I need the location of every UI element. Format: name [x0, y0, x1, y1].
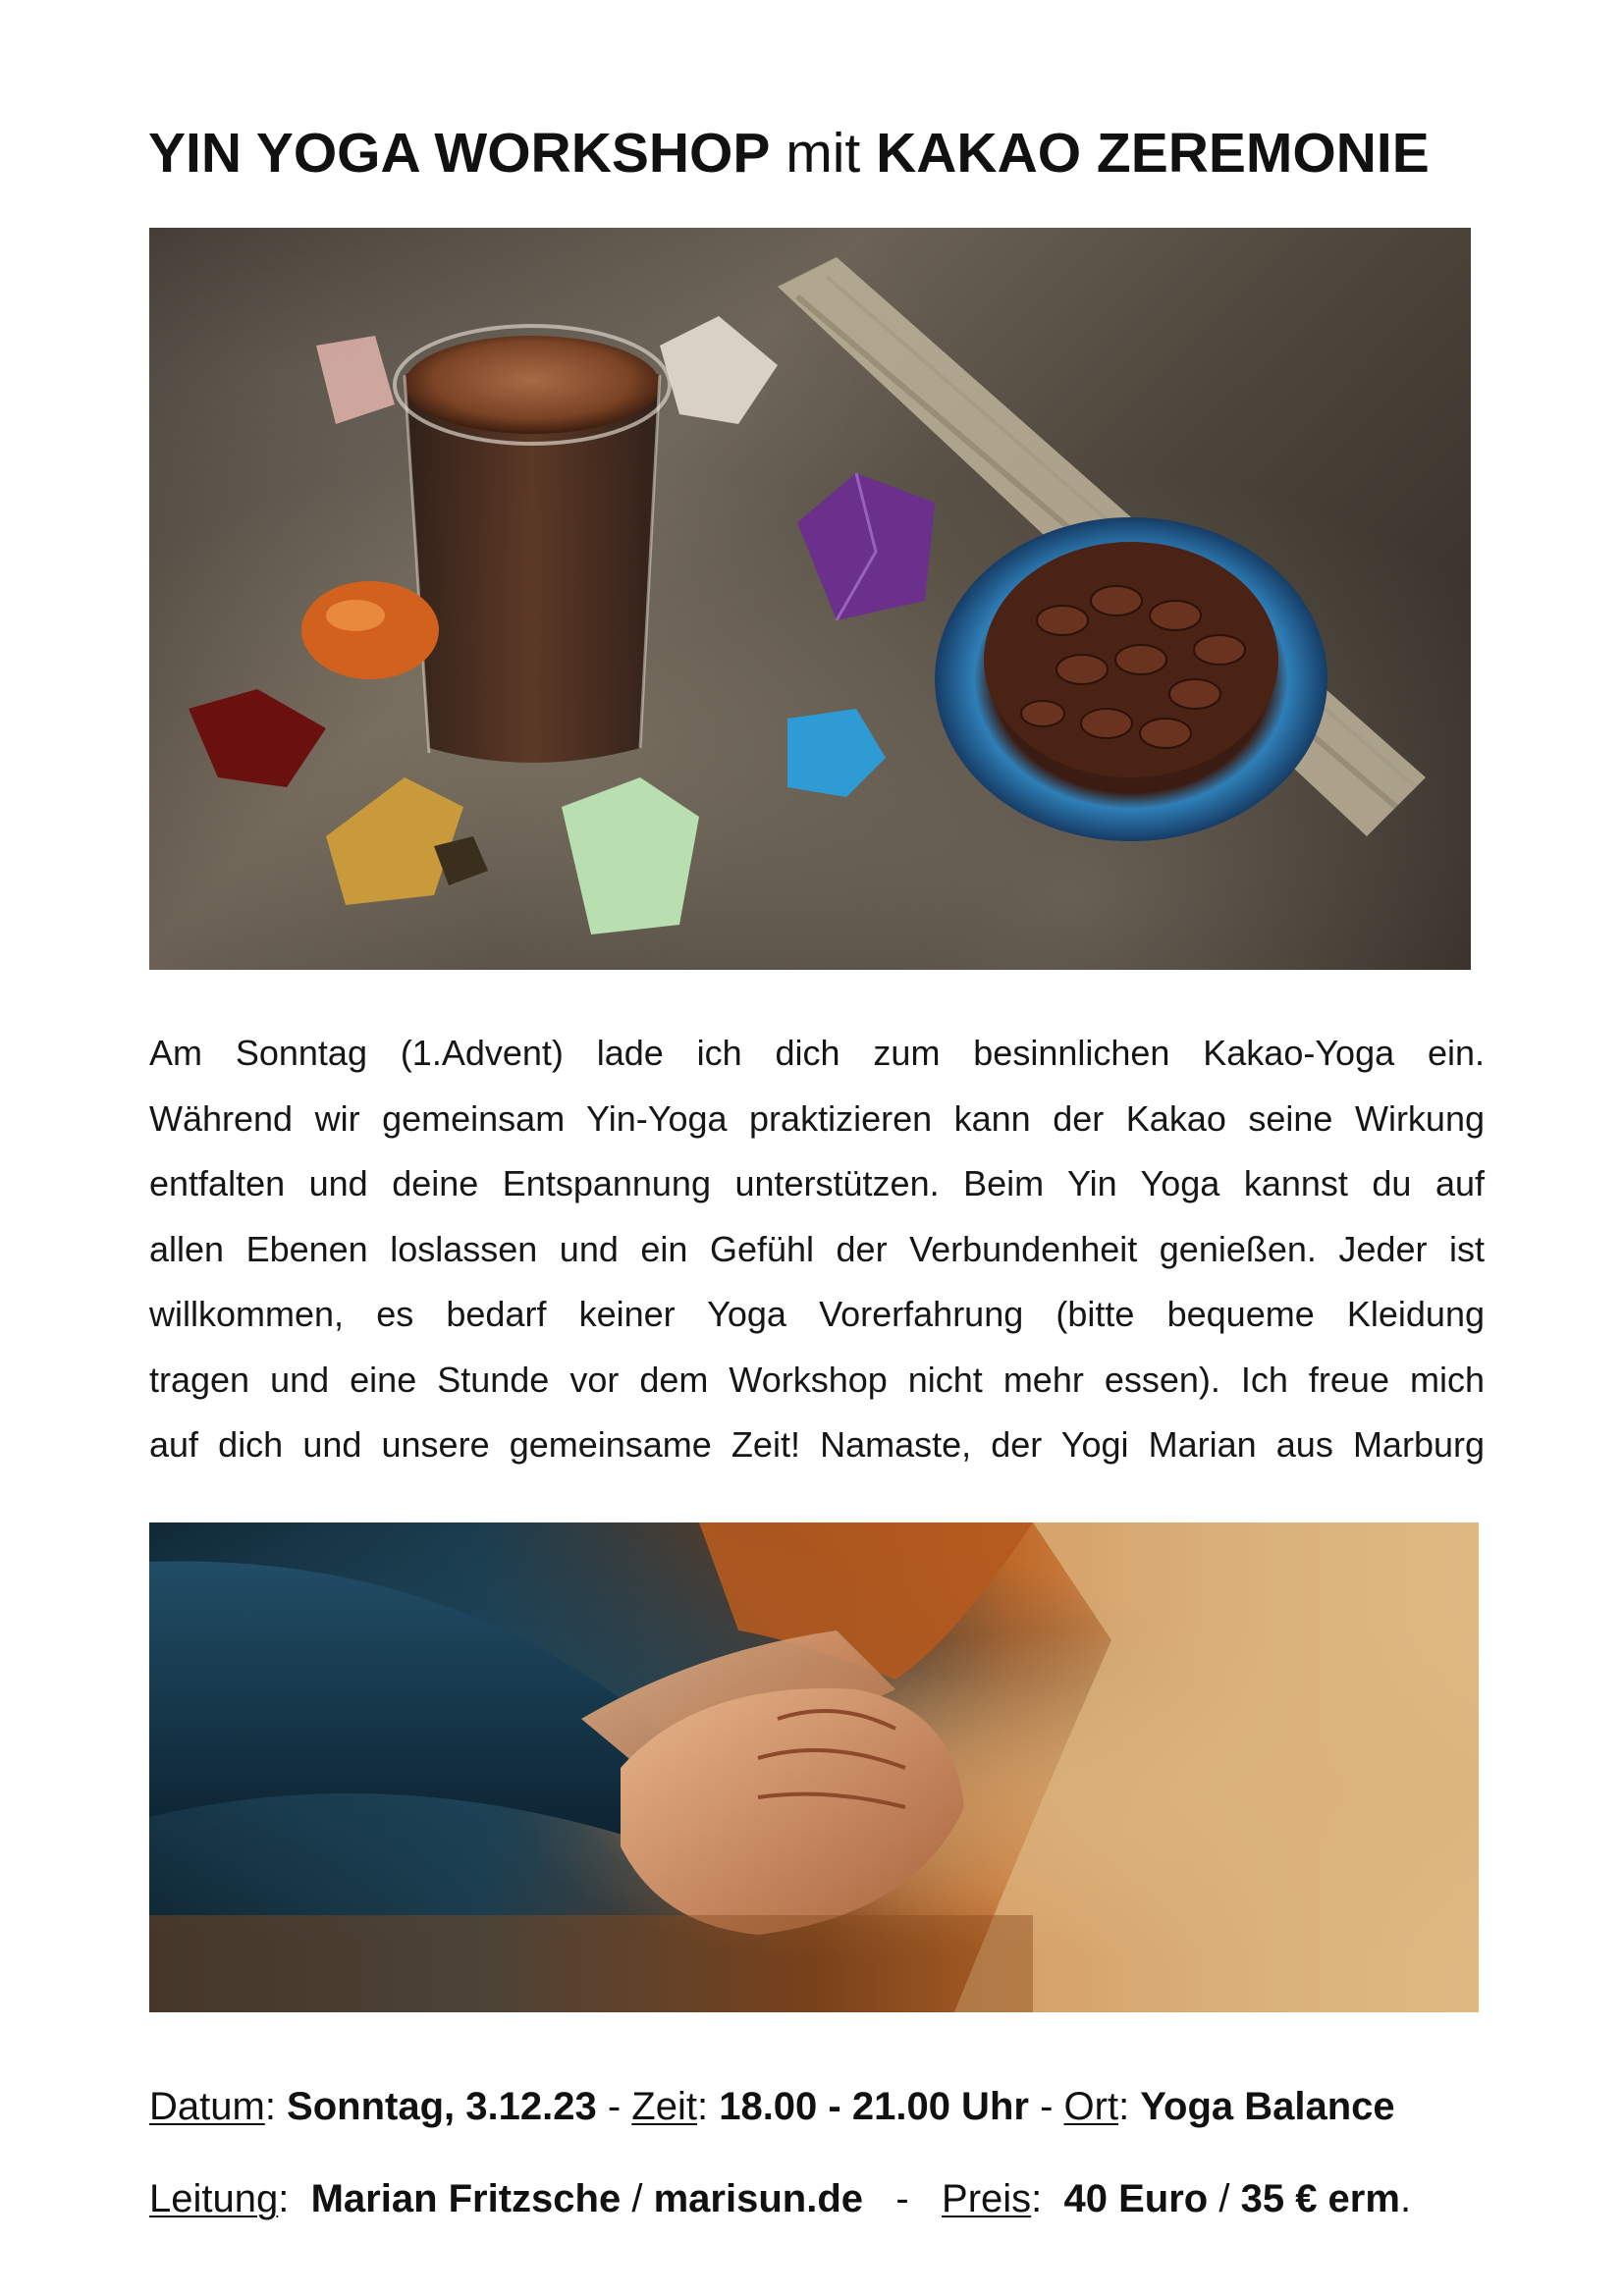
ort-label: Ort	[1063, 2085, 1119, 2128]
datum-label: Datum	[149, 2085, 265, 2128]
description-line: willkommen, es bedarf keiner Yoga Vorerfahrung (bitte bequeme Kleidung	[149, 1294, 1485, 1334]
ort-value: Yoga Balance	[1140, 2085, 1395, 2128]
preis-label: Preis	[942, 2177, 1032, 2220]
title-part-zeremonie: KAKAO ZEREMONIE	[876, 122, 1430, 185]
event-info-line-2: Leitung: Marian Fritzsche / marisun.de - Preis: 40 Euro / 35 € erm.	[149, 2177, 1412, 2220]
event-info-line-1: Datum: Sonntag, 3.12.23 - Zeit: 18.00 - 21.00 Uhr - Ort: Yoga Balance	[149, 2085, 1395, 2128]
description-line: entfalten und deine Entspannung unterstützen. Beim Yin Yoga kannst du auf	[149, 1163, 1485, 1203]
holding-hands-illustration	[149, 1522, 1479, 2012]
preis-value-regular: 40 Euro	[1063, 2177, 1209, 2220]
page-title	[148, 116, 1523, 190]
description-line: allen Ebenen loslassen und ein Gefühl der Verbundenheit genießen. Jeder ist	[149, 1228, 1485, 1269]
workshop-description	[149, 1021, 1485, 1478]
zeit-label: Zeit	[631, 2085, 697, 2128]
title-part-workshop: YIN YOGA WORKSHOP	[148, 122, 771, 185]
cacao-ceremony-illustration	[149, 228, 1471, 970]
description-line: Während wir gemeinsam Yin-Yoga praktizieren kann der Kakao seine Wirkung	[149, 1097, 1485, 1139]
description-line: auf dich und unsere gemeinsame Zeit! Namaste, der Yogi Marian aus Marburg	[149, 1424, 1485, 1465]
preis-value-reduced: 35 € erm	[1240, 2177, 1400, 2220]
website-link[interactable]: marisun.de	[653, 2177, 863, 2220]
zeit-value: 18.00 - 21.00 Uhr	[719, 2085, 1029, 2128]
cacao-ceremony-photo	[149, 228, 1471, 970]
datum-value: Sonntag, 3.12.23	[287, 2085, 597, 2128]
leitung-label: Leitung	[149, 2177, 279, 2220]
description-line: Am Sonntag (1.Advent) lade ich dich zum besinnlichen Kakao-Yoga ein.	[149, 1033, 1485, 1073]
leitung-value: Marian Fritzsche	[310, 2177, 622, 2220]
description-line: tragen und eine Stunde vor dem Workshop nicht mehr essen). Ich freue mich	[149, 1359, 1485, 1400]
holding-hands-photo	[149, 1522, 1479, 2012]
title-part-mit: mit	[785, 122, 861, 185]
